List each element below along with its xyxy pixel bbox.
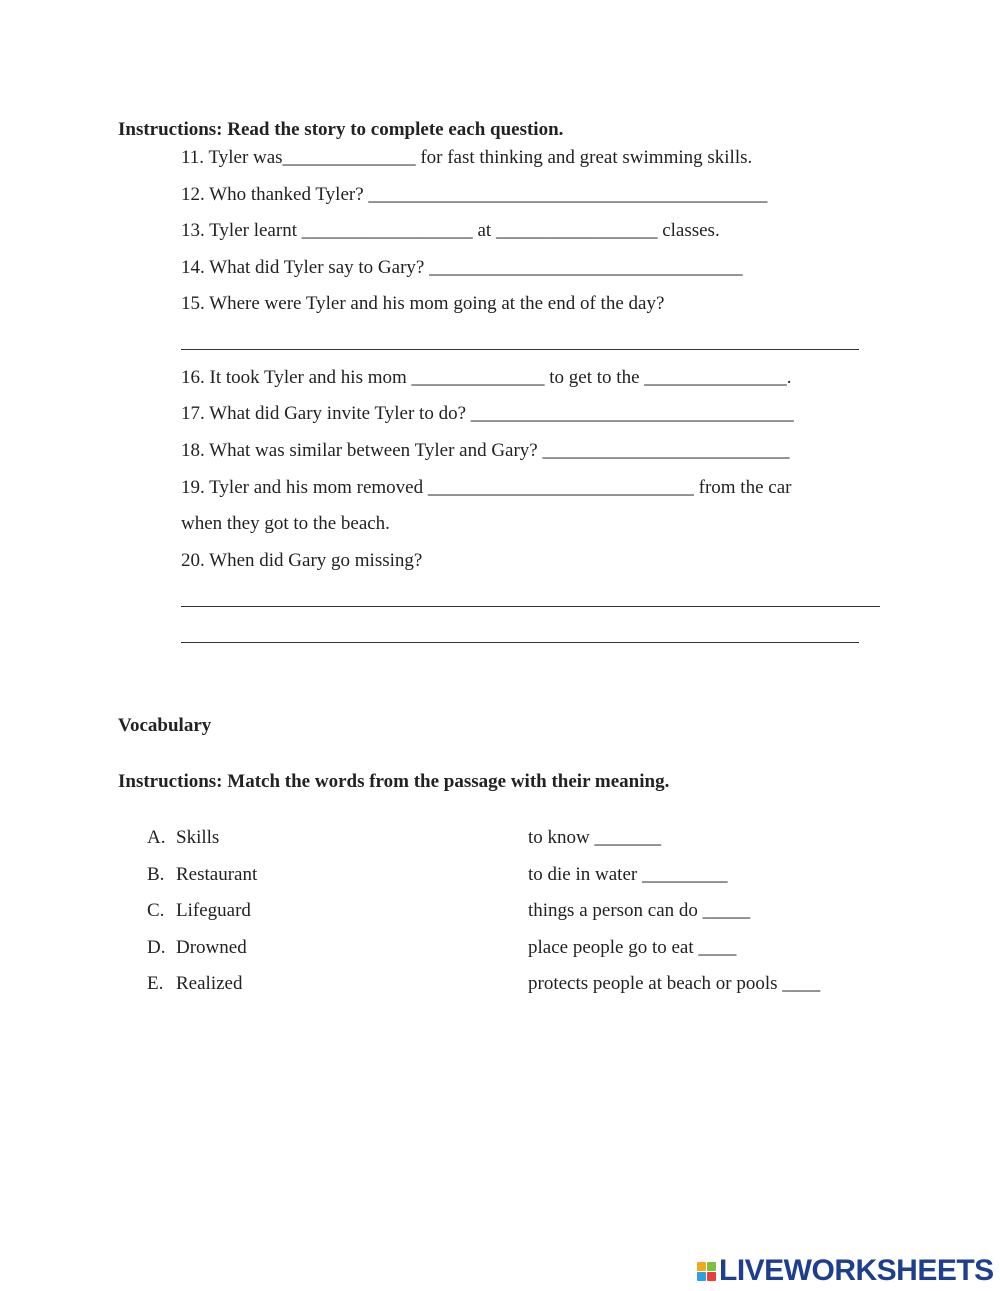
word-skills: Skills [176, 827, 220, 848]
question-18: 18. What was similar between Tyler and Gary? __________________________ [181, 440, 790, 461]
answer-line-15 [181, 349, 859, 350]
meaning-5: protects people at beach or pools ____ [528, 973, 821, 994]
vocabulary-heading: Vocabulary [118, 715, 212, 736]
instructions-heading: Instructions: Read the story to complete each question. [118, 119, 564, 140]
word-letter-b: B. [147, 864, 165, 885]
question-19: 19. Tyler and his mom removed ____________________________ from the car [181, 477, 792, 498]
liveworksheets-logo [697, 1254, 994, 1288]
word-letter-e: E. [147, 973, 164, 994]
answer-line-20a [181, 606, 880, 607]
meaning-2: to die in water _________ [528, 864, 728, 885]
word-letter-d: D. [147, 937, 166, 958]
logo-blocks-icon [697, 1262, 716, 1281]
word-letter-c: C. [147, 900, 165, 921]
answer-line-20b [181, 642, 859, 643]
question-12: 12. Who thanked Tyler? __________________________________________ [181, 184, 768, 205]
logo-text: LIVEWORKSHEETS [719, 1254, 994, 1287]
word-lifeguard: Lifeguard [176, 900, 251, 921]
question-14: 14. What did Tyler say to Gary? _________________________________ [181, 257, 743, 278]
meaning-4: place people go to eat ____ [528, 937, 737, 958]
word-letter-a: A. [147, 827, 166, 848]
question-16: 16. It took Tyler and his mom ______________ to get to the _______________. [181, 367, 792, 388]
question-20: 20. When did Gary go missing? [181, 550, 423, 571]
vocabulary-instructions: Instructions: Match the words from the passage with their meaning. [118, 771, 670, 792]
question-15: 15. Where were Tyler and his mom going at the end of the day? [181, 293, 665, 314]
word-drowned: Drowned [176, 937, 247, 958]
meaning-3: things a person can do _____ [528, 900, 751, 921]
question-13: 13. Tyler learnt __________________ at _________________ classes. [181, 220, 720, 241]
word-restaurant: Restaurant [176, 864, 258, 885]
question-19-continued: when they got to the beach. [181, 513, 390, 534]
question-17: 17. What did Gary invite Tyler to do? __________________________________ [181, 403, 794, 424]
meaning-1: to know _______ [528, 827, 661, 848]
word-realized: Realized [176, 973, 243, 994]
question-11: 11. Tyler was______________ for fast thinking and great swimming skills. [181, 147, 753, 168]
